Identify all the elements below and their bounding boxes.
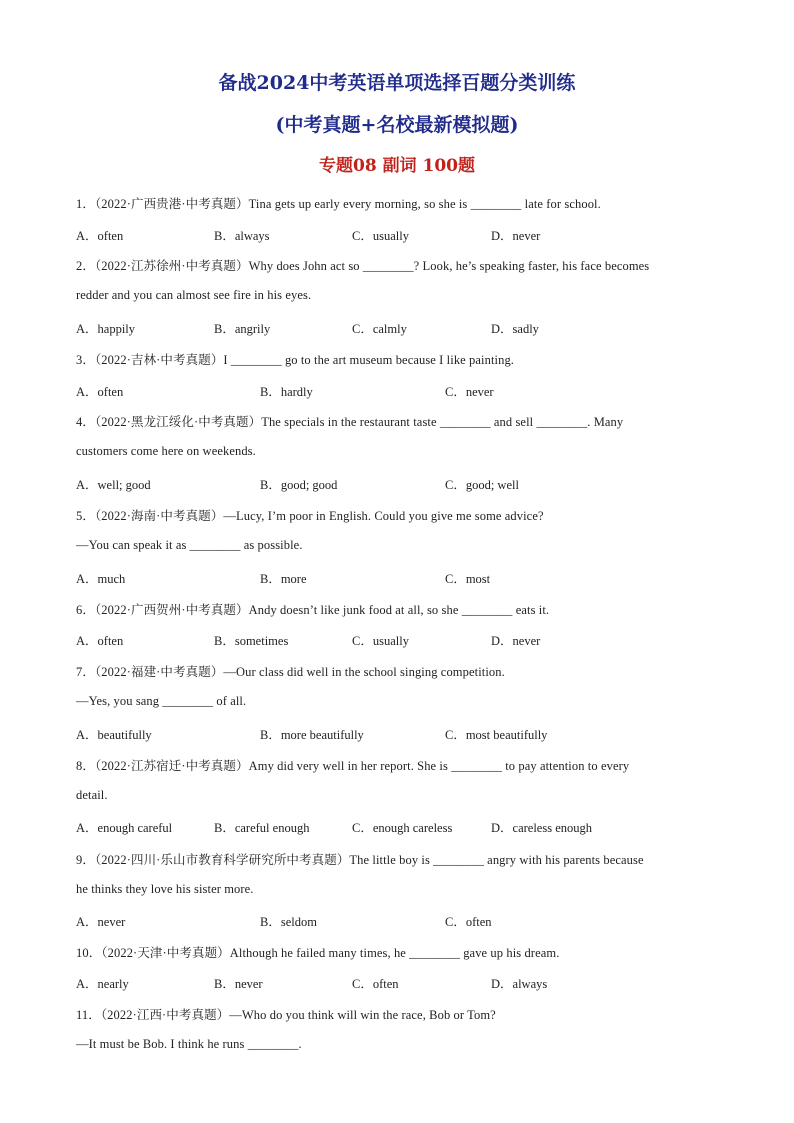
answer-option: D．always <box>491 977 548 991</box>
document-title: 备战2024中考英语单项选择百题分类训练 <box>218 72 576 94</box>
answer-option: B．good; good <box>260 478 338 492</box>
answer-option: C．often <box>352 977 399 991</box>
answer-option: B．sometimes <box>214 634 289 648</box>
answer-option: A．much <box>76 572 126 586</box>
answer-option: A．enough careful <box>76 821 173 835</box>
answer-option: B．angrily <box>214 322 271 336</box>
answer-option: C．calmly <box>352 322 407 336</box>
question-stem: 4．（2022·黑龙江绥化·中考真题）The specials in the restaurant taste ________ and sell ________. Many <box>76 415 624 429</box>
question-stem: 9．（2022·四川·乐山市教育科学研究所中考真题）The little boy is ________ angry with his parents because <box>76 853 644 867</box>
question-stem-continuation: —You can speak it as ________ as possible. <box>76 538 303 552</box>
answer-option: C．often <box>445 915 492 929</box>
question-stem-continuation: detail. <box>76 788 108 802</box>
answer-option: A．happily <box>76 322 136 336</box>
answer-option: C．most <box>445 572 491 586</box>
question-stem: 11．（2022·江西·中考真题）—Who do you think will win the race, Bob or Tom? <box>76 1008 496 1022</box>
answer-option: A．often <box>76 634 124 648</box>
question-stem-continuation: —Yes, you sang ________ of all. <box>76 694 247 708</box>
answer-option: D．sadly <box>491 322 539 336</box>
answer-option: B．hardly <box>260 385 313 399</box>
question-stem-continuation: customers come here on weekends. <box>76 444 256 458</box>
answer-option: A．often <box>76 385 124 399</box>
question-stem: 10．（2022·天津·中考真题）Although he failed many times, he ________ gave up his dream. <box>76 946 560 960</box>
answer-option: A．beautifully <box>76 728 152 742</box>
answer-option: B．careful enough <box>214 821 310 835</box>
question-stem: 2．（2022·江苏徐州·中考真题）Why does John act so ________? Look, he’s speaking faster, his face becomes <box>76 259 650 273</box>
answer-option: D．never <box>491 229 541 243</box>
answer-option: C．good; well <box>445 478 519 492</box>
answer-option: C．most beautifully <box>445 728 548 742</box>
document-subtitle: (中考真题+名校最新模拟题) <box>275 114 519 136</box>
answer-option: A．nearly <box>76 977 129 991</box>
answer-option: C．never <box>445 385 494 399</box>
answer-option: B．never <box>214 977 263 991</box>
answer-option: A．well; good <box>76 478 151 492</box>
answer-option: D．never <box>491 634 541 648</box>
topic-heading: 专题08 副词 100题 <box>319 156 475 176</box>
answer-option: B．more beautifully <box>260 728 364 742</box>
question-stem-continuation: he thinks they love his sister more. <box>76 882 254 896</box>
question-stem: 7．（2022·福建·中考真题）—Our class did well in the school singing competition. <box>76 665 505 679</box>
question-stem-continuation: redder and you can almost see fire in his eyes. <box>76 288 312 302</box>
question-stem: 5．（2022·海南·中考真题）—Lucy, I’m poor in English. Could you give me some advice? <box>76 509 544 523</box>
question-stem: 3．（2022·吉林·中考真题）I ________ go to the art museum because I like painting. <box>76 353 515 367</box>
answer-option: A．never <box>76 915 126 929</box>
question-stem-continuation: —It must be Bob. I think he runs ________. <box>76 1037 302 1051</box>
answer-option: C．usually <box>352 634 409 648</box>
answer-option: B．more <box>260 572 307 586</box>
question-stem: 1．（2022·广西贵港·中考真题）Tina gets up early every morning, so she is ________ late for school. <box>76 197 601 211</box>
answer-option: D．careless enough <box>491 821 593 835</box>
answer-option: C．usually <box>352 229 409 243</box>
question-stem: 8．（2022·江苏宿迁·中考真题）Amy did very well in her report. She is ________ to pay attention to every <box>76 759 630 773</box>
answer-option: C．enough careless <box>352 821 453 835</box>
answer-option: B．seldom <box>260 915 317 929</box>
answer-option: A．often <box>76 229 124 243</box>
question-stem: 6．（2022·广西贺州·中考真题）Andy doesn’t like junk food at all, so she ________ eats it. <box>76 603 550 617</box>
answer-option: B．always <box>214 229 270 243</box>
